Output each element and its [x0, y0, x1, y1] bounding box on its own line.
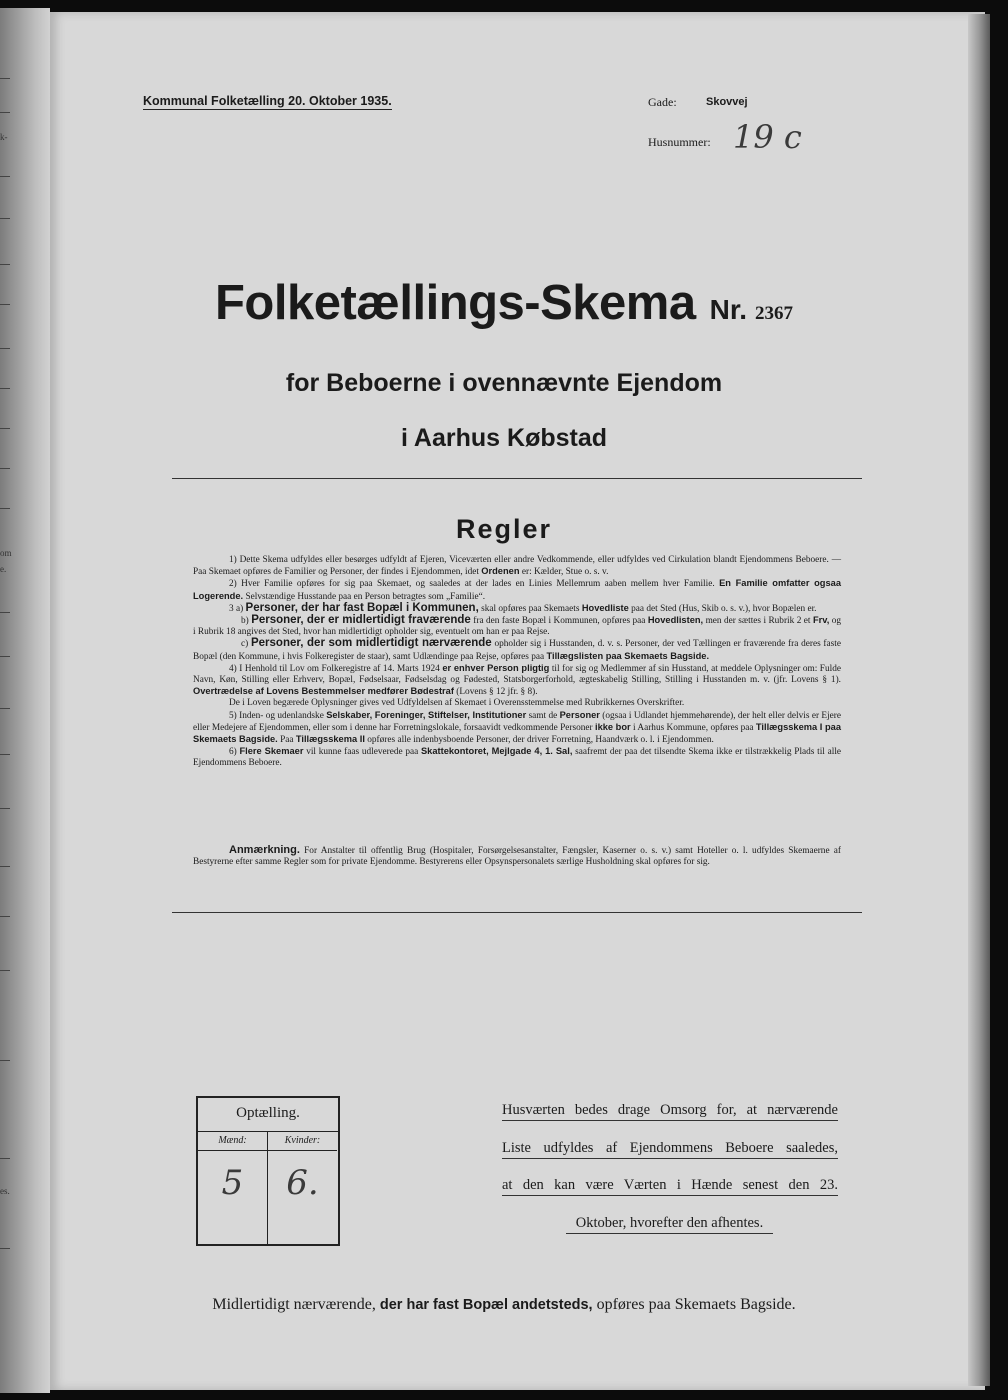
previous-page-fragment: e.	[0, 564, 7, 574]
street-label: Gade:	[648, 95, 677, 109]
previous-page-fragment: om	[0, 548, 12, 558]
men-count: 5	[221, 1163, 244, 1203]
count-box-title: Optælling.	[198, 1098, 338, 1132]
women-label: Kvinder:	[268, 1132, 337, 1151]
landlord-notice	[502, 1101, 838, 1251]
rule-2: 2) Hver Familie opføres for sig paa Skemaet, og saaledes at der lades en Linies Mellemrum aaben mellem hver Familie. En Familie omfatter ogsaa Logerende. Selvstændige Husstande paa en Person betragtes som „Familie“.	[193, 578, 841, 602]
form-location: i Aarhus Købstad	[400, 424, 608, 452]
house-number-label: Husnummer:	[648, 135, 711, 149]
footer-note: Midlertidigt nærværende, der har fast Bopæl andetsteds, opføres paa Skemaets Bagside.	[212, 1296, 796, 1313]
form-number-label: Nr.	[709, 294, 747, 325]
rules-text	[193, 555, 841, 770]
divider	[172, 478, 862, 479]
notice-line: at den kan være Værten i Hænde senest den 23.	[502, 1176, 838, 1196]
previous-page-fragment: es.	[0, 1186, 10, 1196]
page-stack-edge	[968, 14, 990, 1386]
men-column	[198, 1132, 268, 1244]
women-column	[268, 1132, 337, 1244]
rule-3a: 3 a) Personer, der har fast Bopæl i Kommunen, skal opføres paa Skemaets Hovedliste paa det Sted (Hus, Skib o. s. v.), hvor Bopælen er.	[229, 601, 817, 614]
rule-3c: c) Personer, der som midlertidigt nærværende opholder sig i Husstanden, d. v. s. Personer, der ved Tællingen er fraværende fra deres faste Bopæl (den Kommune, i hvis Folkeregister de staar), samt Udlændinge paa Rejse, opføres paa Tillægslisten paa Skemaets Bagside.	[193, 637, 841, 662]
notice-line: Husværten bedes drage Omsorg for, at nærværende	[502, 1101, 838, 1121]
note-text: For Anstalter til offentlig Brug (Hospitaler, Forsørgelsesanstalter, Fængsler, Kaserner o. s. v.) samt Hoteller o. l. udfyldes Skemaerne af Bestyrerne efter samme Regler som for private Ejendomme. Bestyrerens eller Opsynspersonalets særlige Husholdning skal opføres for sig.	[193, 846, 841, 868]
street-value: Skovvej	[706, 96, 748, 108]
rule-6: 6) Flere Skemaer vil kunne faas udleverede paa Skattekontoret, Mejlgade 4, 1. Sal, saafremt der paa det tilsendte Skema ikke er tilstrækkelig Plads til alle Ejendommens Beboere.	[193, 746, 842, 769]
form-number-value: 2367	[755, 303, 793, 324]
form-title	[0, 275, 1008, 331]
note-label: Anmærkning.	[229, 844, 300, 856]
previous-page-fragment: k-	[0, 132, 8, 142]
form-subtitle: for Beboerne i ovennævnte Ejendom	[285, 369, 723, 397]
rule-3b: b) Personer, der er midlertidigt fraværende fra den faste Bopæl i Kommunen, opføres paa Hovedlisten, men der sættes i Rubrik 2 et Frv, og i Rubrik 18 angives det Sted, hvor han midlertidigt opholder sig, eventuelt om han er paa Rejse.	[193, 614, 842, 638]
rules-heading: Regler	[455, 514, 553, 544]
count-box	[196, 1096, 340, 1246]
men-label: Mænd:	[198, 1132, 267, 1151]
census-header: Kommunal Folketælling 20. Oktober 1935.	[143, 94, 392, 108]
divider	[172, 912, 862, 913]
notice-line: Liste udfyldes af Ejendommens Beboere saaledes,	[502, 1139, 838, 1159]
note	[193, 845, 841, 869]
rule-5: 5) Inden- og udenlandske Selskaber, Foreninger, Stiftelser, Institutioner samt de Personer (ogsaa i Udlandet hjemmehørende), der helt eller delvis er Ejere eller Medejere af Ejendommen, eller som i denne har Forretningslokale, forsaavidt vedkommende Personer ikke bor i Aarhus Kommune, opføres paa Tillægsskema I paa Skemaets Bagside. Paa Tillægsskema II opføres alle indenbysboende Personer, der driver Forretning, Haandværk o. l. i Ejendommen.	[193, 709, 842, 746]
previous-page-edge	[0, 8, 50, 1393]
women-count: 6.	[286, 1163, 319, 1203]
house-number-value: 19 c	[733, 118, 802, 156]
rule-4: 4) I Henhold til Lov om Folkeregistre af 14. Marts 1924 er enhver Person pligtig til for sig og Medlemmer af sin Husstand, at meddele Oplysninger om: Fulde Navn, Køn, Stilling eller Erhverv, Bopæl, Fødselsaar, Fødselsdag og Fødested, Statsborgerforhold, ægteskabelig Stilling, Stilling i Husstanden m. v. (jfr. Lovens § 1). Overtrædelse af Lovens Bestemmelser medfører Bødestraf (Lovens § 12 jfr. § 8).	[193, 662, 841, 698]
form-title-main: Folketællings-Skema	[214, 276, 696, 330]
notice-line: Oktober, hvorefter den afhentes.	[566, 1214, 773, 1234]
rule-4b: De i Loven begærede Oplysninger gives ved Udfyldelsen af Skemaet i Overensstemmelse med Rubrikkernes Overskrifter.	[229, 698, 685, 709]
rule-1: 1) Dette Skema udfyldes eller besørges udfyldt af Ejeren, Viceværten eller andre Vedkommende, eller udfyldes ved Cirkulation blandt Ejendommens Beboere. — Paa Skemaet opføres de Familier og Personer, der findes i Ejendommen, idet Ordenen er: Kælder, Stue o. s. v.	[193, 555, 841, 578]
